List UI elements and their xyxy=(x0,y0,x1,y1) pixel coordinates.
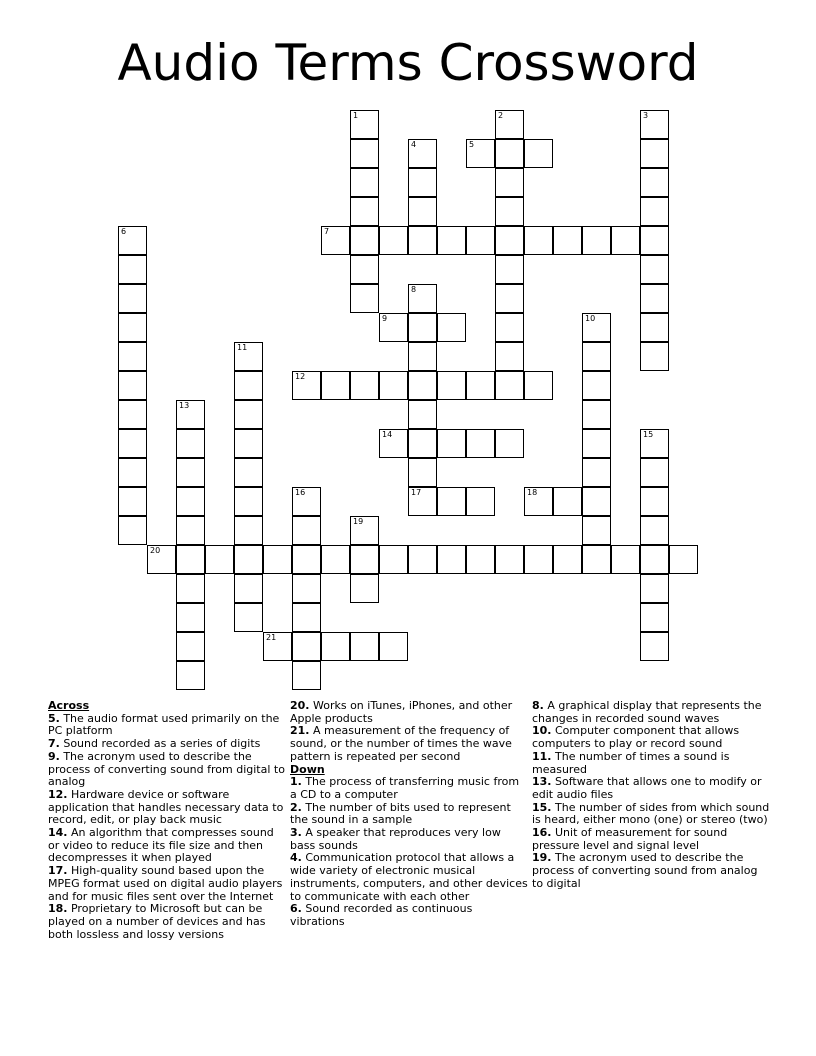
grid-cell[interactable] xyxy=(234,516,263,545)
clue-number: 18 xyxy=(527,488,538,497)
clue-number: 14 xyxy=(382,430,393,439)
clue-across-17: 17. High-quality sound based upon the MPEG format used on digital audio players and for music files sent over the Internet xyxy=(48,864,283,903)
grid-cell[interactable] xyxy=(176,516,205,545)
grid-cell[interactable] xyxy=(176,458,205,487)
clue-down-6: 6. Sound recorded as continuous vibrations xyxy=(290,902,473,928)
grid-cell[interactable] xyxy=(553,487,582,516)
grid-cell[interactable] xyxy=(379,545,408,574)
grid-cell[interactable] xyxy=(408,168,437,197)
grid-cell[interactable] xyxy=(408,458,437,487)
across-heading: Across xyxy=(48,699,90,712)
grid-cell[interactable] xyxy=(640,284,669,313)
grid-cell[interactable] xyxy=(495,139,524,168)
grid-cell[interactable] xyxy=(176,603,205,632)
clue-number: 1 xyxy=(353,111,359,120)
grid-cell[interactable] xyxy=(466,545,495,574)
grid-cell[interactable] xyxy=(408,284,437,313)
grid-cell[interactable] xyxy=(640,632,669,661)
clue-down-13: 13. Software that allows one to modify or edit audio files xyxy=(532,775,762,801)
grid-cell[interactable] xyxy=(292,371,321,400)
clue-down-3: 3. A speaker that reproduces very low bass sounds xyxy=(290,826,501,852)
grid-cell[interactable] xyxy=(176,429,205,458)
clue-across-14: 14. An algorithm that compresses sound or video to reduce its file size and then decompresses it when played xyxy=(48,826,274,865)
grid-cell[interactable] xyxy=(640,255,669,284)
clue-number: 9 xyxy=(382,314,388,323)
grid-cell[interactable] xyxy=(234,458,263,487)
grid-cell[interactable] xyxy=(292,487,321,516)
grid-cell[interactable] xyxy=(495,168,524,197)
grid-cell[interactable] xyxy=(640,342,669,371)
grid-cell[interactable] xyxy=(234,603,263,632)
grid-cell[interactable] xyxy=(640,429,669,458)
grid-cell[interactable] xyxy=(379,429,408,458)
grid-cell[interactable] xyxy=(118,458,147,487)
grid-cell[interactable] xyxy=(292,574,321,603)
clue-down-4: 4. Communication protocol that allows a wide variety of electronic musical instruments, computers, and other devices to communicate with each other xyxy=(290,851,528,903)
clue-across-7: 7. Sound recorded as a series of digits xyxy=(48,737,261,751)
grid-cell[interactable] xyxy=(176,487,205,516)
grid-cell[interactable] xyxy=(640,313,669,342)
grid-cell[interactable] xyxy=(640,516,669,545)
grid-cell[interactable] xyxy=(524,139,553,168)
grid-cell[interactable] xyxy=(495,226,524,255)
page-title: Audio Terms Crossword xyxy=(117,34,699,92)
grid-cell[interactable] xyxy=(640,458,669,487)
grid-cell[interactable] xyxy=(437,487,466,516)
grid-cell[interactable] xyxy=(176,632,205,661)
grid-cell[interactable] xyxy=(350,574,379,603)
clue-across-12: 12. Hardware device or software application that handles necessary data to record, edit, or play back music xyxy=(48,787,284,827)
clue-across-5: 5. The audio format used primarily on the PC platform xyxy=(48,711,280,738)
grid-cell[interactable] xyxy=(176,574,205,603)
grid-cell[interactable] xyxy=(234,574,263,603)
clue-number: 21 xyxy=(266,633,277,642)
grid-cell[interactable] xyxy=(176,400,205,429)
grid-cell[interactable] xyxy=(379,632,408,661)
clue-across-18: 18. Proprietary to Microsoft but can be played on a number of devices and has both lossless and lossy versions xyxy=(48,902,266,941)
grid-cell[interactable] xyxy=(640,226,669,255)
clue-across-21: 21. A measurement of the frequency of sound, or the number of times the wave pattern is repeated per second xyxy=(290,724,512,763)
grid-cell[interactable] xyxy=(234,342,263,371)
grid-cell[interactable] xyxy=(408,139,437,168)
grid-cell[interactable] xyxy=(640,197,669,226)
clue-number: 2 xyxy=(498,111,504,120)
grid-cell[interactable] xyxy=(321,632,350,661)
clue-down-11: 11. The number of times a sound is measured xyxy=(532,749,730,776)
grid-cell[interactable] xyxy=(379,226,408,255)
clue-number: 7 xyxy=(324,227,330,236)
grid-cell[interactable] xyxy=(379,371,408,400)
clue-across-9: 9. The acronym used to describe the process of converting sound from digital to analog xyxy=(48,749,285,789)
grid-cell[interactable] xyxy=(495,197,524,226)
grid-cell[interactable] xyxy=(350,284,379,313)
grid-cell[interactable] xyxy=(118,284,147,313)
grid-cell[interactable] xyxy=(640,487,669,516)
grid-cell[interactable] xyxy=(234,371,263,400)
clue-number: 15 xyxy=(643,430,654,439)
clue-down-16: 16. Unit of measurement for sound pressure level and signal level xyxy=(532,826,728,852)
grid-cell[interactable] xyxy=(234,429,263,458)
down-heading: Down xyxy=(290,762,325,776)
grid-cell[interactable] xyxy=(466,429,495,458)
grid-cell[interactable] xyxy=(495,429,524,458)
grid-cell[interactable] xyxy=(321,371,350,400)
grid-cell[interactable] xyxy=(350,545,379,574)
grid-cell[interactable] xyxy=(263,632,292,661)
grid-cell[interactable] xyxy=(582,342,611,371)
grid-cell[interactable] xyxy=(292,661,321,690)
grid-cell[interactable] xyxy=(118,371,147,400)
grid-cell[interactable] xyxy=(118,400,147,429)
grid-cell[interactable] xyxy=(524,226,553,255)
grid-cell[interactable] xyxy=(640,545,669,574)
grid-cell[interactable] xyxy=(118,255,147,284)
clue-number: 19 xyxy=(353,517,364,526)
grid-cell[interactable] xyxy=(524,371,553,400)
grid-cell[interactable] xyxy=(118,516,147,545)
grid-cell[interactable] xyxy=(350,139,379,168)
grid-cell[interactable] xyxy=(147,545,176,574)
grid-cell[interactable] xyxy=(582,226,611,255)
grid-cell[interactable] xyxy=(582,487,611,516)
grid-cell[interactable] xyxy=(408,371,437,400)
clue-down-8: 8. A graphical display that represents the changes in recorded sound waves xyxy=(532,699,762,725)
grid-cell[interactable] xyxy=(292,603,321,632)
grid-cell[interactable] xyxy=(437,371,466,400)
grid-cell[interactable] xyxy=(408,487,437,516)
clue-number: 6 xyxy=(121,227,127,236)
grid-cell[interactable] xyxy=(437,313,466,342)
grid-cell[interactable] xyxy=(408,400,437,429)
grid-cell[interactable] xyxy=(582,400,611,429)
grid-cell[interactable] xyxy=(437,545,466,574)
grid-cell[interactable] xyxy=(437,429,466,458)
clue-number: 8 xyxy=(411,285,417,294)
grid-cell[interactable] xyxy=(466,226,495,255)
grid-cell[interactable] xyxy=(350,168,379,197)
grid-cell[interactable] xyxy=(582,516,611,545)
clue-number: 10 xyxy=(585,314,596,323)
grid-cell[interactable] xyxy=(669,545,698,574)
grid-cell[interactable] xyxy=(408,313,437,342)
grid-cell[interactable] xyxy=(118,226,147,255)
grid-cell[interactable] xyxy=(118,487,147,516)
grid-cell[interactable] xyxy=(350,110,379,139)
grid-cell[interactable] xyxy=(611,226,640,255)
grid-cell[interactable] xyxy=(582,458,611,487)
grid-cell[interactable] xyxy=(640,168,669,197)
grid-cell[interactable] xyxy=(350,516,379,545)
grid-cell[interactable] xyxy=(611,545,640,574)
grid-cell[interactable] xyxy=(466,371,495,400)
grid-cell[interactable] xyxy=(263,545,292,574)
clue-down-15: 15. The number of sides from which sound is heard, either mono (one) or stereo (two) xyxy=(532,800,770,827)
clue-number: 13 xyxy=(179,401,190,410)
grid-cell[interactable] xyxy=(292,516,321,545)
clue-number: 12 xyxy=(295,372,306,381)
grid-cell[interactable] xyxy=(350,632,379,661)
grid-cell[interactable] xyxy=(408,197,437,226)
clue-down-2: 2. The number of bits used to represent the sound in a sample xyxy=(290,800,511,827)
grid-cell[interactable] xyxy=(582,371,611,400)
grid-cell[interactable] xyxy=(292,632,321,661)
grid-cell[interactable] xyxy=(495,110,524,139)
grid-cell[interactable] xyxy=(408,545,437,574)
grid-cell[interactable] xyxy=(466,139,495,168)
grid-cell[interactable] xyxy=(118,342,147,371)
grid-cell[interactable] xyxy=(321,545,350,574)
clue-down-19: 19. The acronym used to describe the process of converting sound from analog to digital xyxy=(532,851,758,890)
grid-cell[interactable] xyxy=(582,313,611,342)
grid-cell[interactable] xyxy=(350,226,379,255)
clue-number: 11 xyxy=(237,343,248,352)
grid-cell[interactable] xyxy=(640,574,669,603)
grid-cell[interactable] xyxy=(437,226,466,255)
grid-cell[interactable] xyxy=(640,139,669,168)
clue-down-10: 10. Computer component that allows computers to play or record sound xyxy=(532,724,740,751)
grid-cell[interactable] xyxy=(234,487,263,516)
grid-cell[interactable] xyxy=(176,545,205,574)
grid-cell[interactable] xyxy=(582,429,611,458)
grid-cell[interactable] xyxy=(379,313,408,342)
grid-cell[interactable] xyxy=(350,197,379,226)
grid-cell[interactable] xyxy=(350,371,379,400)
clue-column-3 xyxy=(532,700,770,891)
grid-cell[interactable] xyxy=(640,110,669,139)
grid-cell[interactable] xyxy=(495,255,524,284)
clue-down-1: 1. The process of transferring music from a CD to a computer xyxy=(290,775,520,801)
grid-cell[interactable] xyxy=(408,226,437,255)
clue-number: 5 xyxy=(469,140,475,149)
grid-cell[interactable] xyxy=(118,429,147,458)
clue-number: 17 xyxy=(411,488,422,497)
grid-cell[interactable] xyxy=(234,545,263,574)
grid-cell[interactable] xyxy=(176,661,205,690)
clue-column-1 xyxy=(48,700,286,941)
grid-cell[interactable] xyxy=(495,313,524,342)
grid-cell[interactable] xyxy=(118,313,147,342)
grid-cell[interactable] xyxy=(408,342,437,371)
grid-cell[interactable] xyxy=(495,342,524,371)
clue-column-2 xyxy=(290,700,528,929)
grid-cell[interactable] xyxy=(553,226,582,255)
grid-cell[interactable] xyxy=(321,226,350,255)
grid-cell[interactable] xyxy=(524,545,553,574)
grid-cell[interactable] xyxy=(582,545,611,574)
grid-cell[interactable] xyxy=(524,487,553,516)
clue-across-20: 20. Works on iTunes, iPhones, and other Apple products xyxy=(290,699,513,725)
grid-cell[interactable] xyxy=(292,545,321,574)
grid-cell[interactable] xyxy=(495,284,524,313)
clue-number: 16 xyxy=(295,488,306,497)
clue-number: 20 xyxy=(150,546,161,555)
grid-cell[interactable] xyxy=(640,603,669,632)
clue-number: 3 xyxy=(643,111,649,120)
grid-cell[interactable] xyxy=(553,545,582,574)
grid-cell[interactable] xyxy=(234,400,263,429)
grid-cell[interactable] xyxy=(408,429,437,458)
grid-cell[interactable] xyxy=(350,255,379,284)
clue-number: 4 xyxy=(411,140,417,149)
grid-cell[interactable] xyxy=(495,545,524,574)
grid-cell[interactable] xyxy=(495,371,524,400)
grid-cell[interactable] xyxy=(466,487,495,516)
grid-cell[interactable] xyxy=(205,545,234,574)
